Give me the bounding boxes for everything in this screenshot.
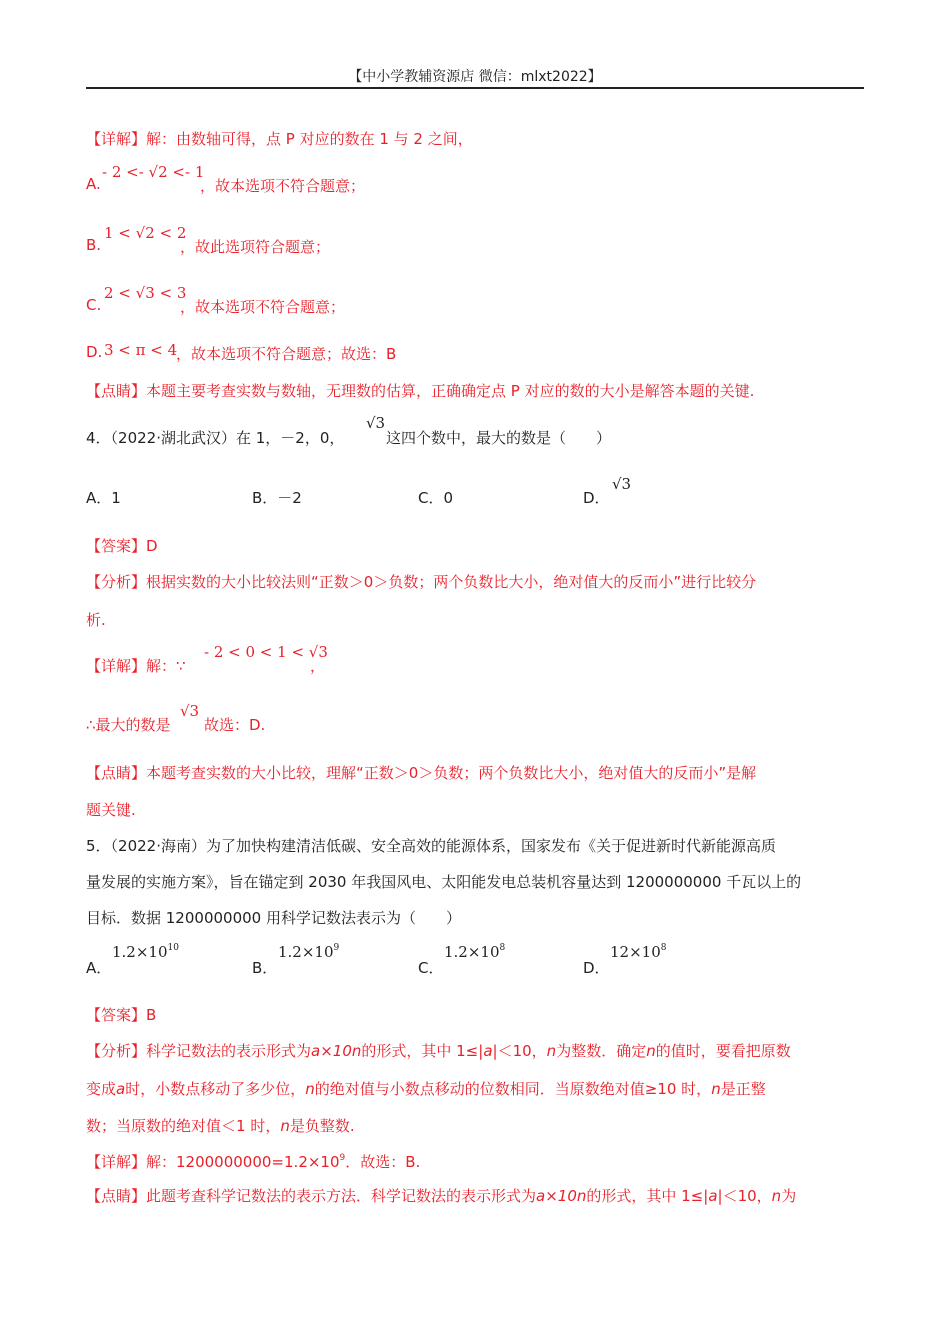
q4-detail-comma: ， [310, 657, 326, 675]
q4-stem-part2: 这四个数中，最大的数是（ ） [386, 429, 612, 447]
q4-option-b: B．－2 [252, 489, 302, 507]
q4-conclusion-choice: 故选：D. [204, 716, 266, 734]
q3-option-b-math: 1 < √2 < 2 [104, 224, 187, 242]
q3-comment: 【点睛】本题主要考查实数与数轴，无理数的估算，正确确定点 P 对应的数的大小是解答本题的关键. [86, 382, 755, 400]
q3-option-d-label: D. [86, 343, 103, 361]
q5-comment: 【点睛】此题考查科学记数法的表示方法．科学记数法的表示形式为a×10n的形式，其中 1≤|a|＜10，n为 [86, 1187, 797, 1205]
q3-option-b-label: B. [86, 236, 102, 254]
q5-option-c-math: $1.2\times 10^8$ [444, 943, 506, 961]
q3-option-d-text: ，故本选项不符合题意；故选：B [176, 345, 397, 363]
q5-option-b-label: B． [252, 959, 278, 977]
q3-detail: 【详解】解：由数轴可得，点 P 对应的数在 1 与 2 之间， [86, 130, 473, 148]
q5-option-d-math: $12\times 10^8$ [610, 943, 667, 961]
q4-answer: 【答案】D [86, 537, 158, 555]
q5-detail: 【详解】解：$1200000000=1.2\times 10^9$．故选：B. [86, 1153, 421, 1171]
q4-option-c: C．0 [418, 489, 454, 507]
q4-conclusion: ∴最大的数是 [86, 716, 171, 734]
q3-option-d-math: 3 < π < 4 [104, 341, 178, 359]
page-header: 【中小学教辅资源店 微信：mlxt2022】 [348, 69, 602, 85]
header-divider [86, 87, 864, 89]
q4-conclusion-math: √3 [180, 702, 200, 720]
q3-option-c-text: ，故本选项不符合题意； [180, 298, 346, 316]
q5-option-c-label: C． [418, 959, 444, 977]
q3-option-a-label: A. [86, 175, 101, 193]
q4-option-d-math: √3 [612, 475, 632, 493]
q5-analysis-line3: 数；当原数的绝对值＜1 时，n是负整数. [86, 1117, 355, 1135]
q4-option-a: A．1 [86, 489, 121, 507]
q4-detail-math: - 2 < 0 < 1 < √3 [204, 643, 328, 661]
q5-option-b-math: $1.2\times 10^9$ [278, 943, 340, 961]
q3-option-c-label: C. [86, 296, 102, 314]
q3-option-a-text: ，故本选项不符合题意； [200, 177, 366, 195]
q3-option-c-math: 2 < √3 < 3 [104, 284, 187, 302]
q5-analysis-line1: 【分析】科学记数法的表示形式为a×10n的形式，其中 1≤|a|＜10，n为整数．确定n的值时，要看把原数 [86, 1042, 791, 1060]
q4-stem-sqrt3: √3 [366, 414, 386, 432]
q5-option-a-math: $1.2\times 10^{10}$ [112, 943, 179, 961]
q3-option-b-text: ，故此选项符合题意； [180, 238, 331, 256]
q3-option-a-math: - 2 <- √2 <- 1 [102, 163, 205, 181]
q5-stem-line1: 5．（2022·海南）为了加快构建清洁低碳、安全高效的能源体系，国家发布《关于促进新时代新能源高质 [86, 837, 776, 855]
q4-option-d: D． [583, 489, 610, 507]
q4-stem-part1: 4．（2022·湖北武汉）在 1，－2，0， [86, 429, 345, 447]
q5-analysis-line2: 变成a时，小数点移动了多少位，n的绝对值与小数点移动的位数相同．当原数绝对值≥10 时，n是正整 [86, 1080, 766, 1098]
q5-stem-line2: 量发展的实施方案》，旨在锚定到 2030 年我国风电、太阳能发电总装机容量达到 1200000000 千瓦以上的 [86, 873, 802, 891]
q4-comment-line1: 【点睛】本题考查实数的大小比较，理解“正数＞0＞负数；两个负数比大小，绝对值大的反而小”是解 [86, 764, 757, 782]
q5-answer: 【答案】B [86, 1006, 157, 1024]
q4-analysis-line1: 【分析】根据实数的大小比较法则“正数＞0＞负数；两个负数比大小，绝对值大的反而小”进行比较分 [86, 573, 757, 591]
q4-analysis-line2: 析. [86, 611, 106, 629]
q5-option-d-label: D． [583, 959, 610, 977]
q5-stem-line3: 目标．数据 1200000000 用科学记数法表示为（ ） [86, 909, 461, 927]
q4-detail-label: 【详解】解：∵ [86, 657, 186, 675]
q5-option-a-label: A． [86, 959, 112, 977]
q4-comment-line2: 题关键. [86, 801, 136, 819]
